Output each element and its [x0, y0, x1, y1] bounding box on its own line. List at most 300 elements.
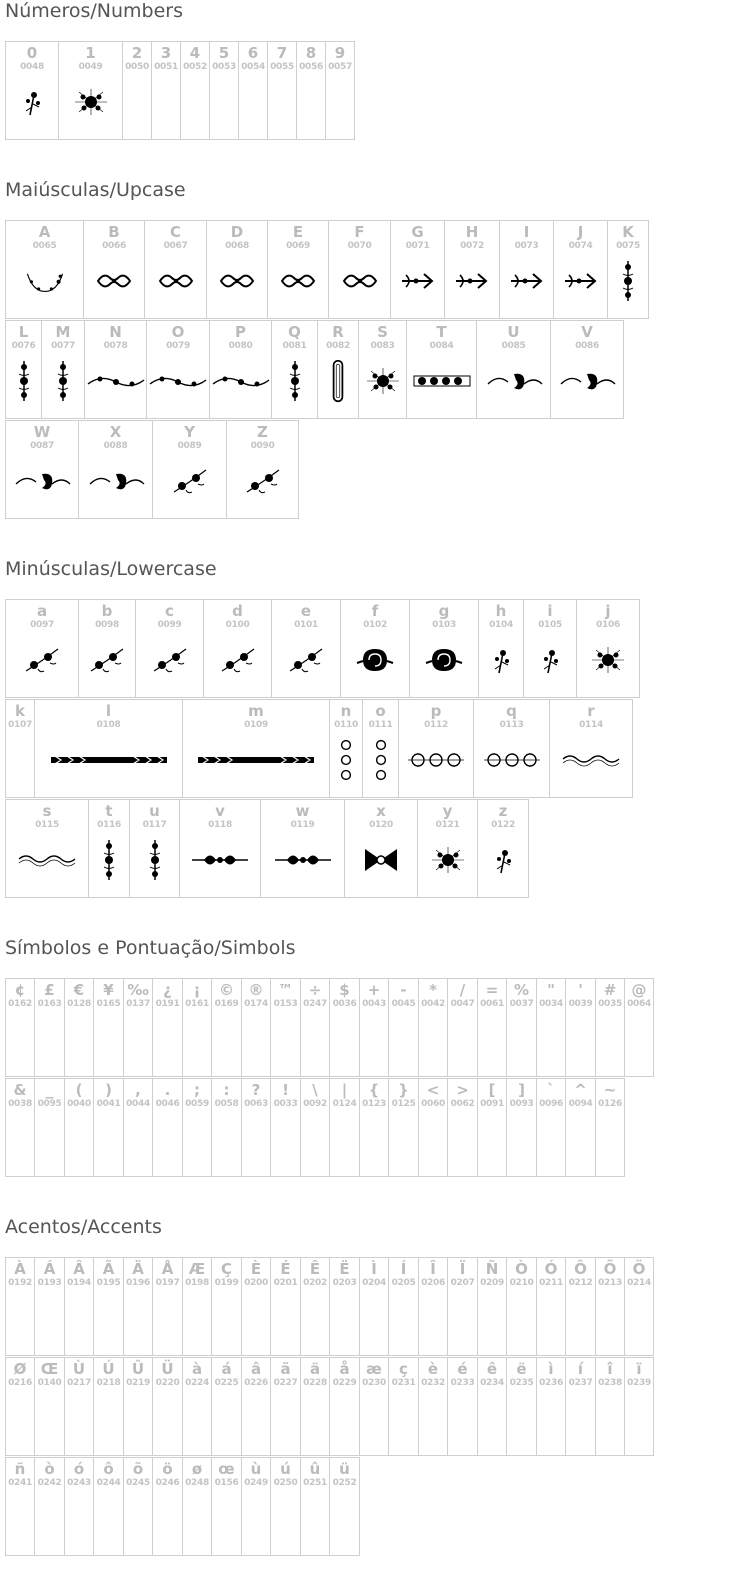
glyph-cell — [123, 978, 153, 1077]
character-code: 0207 — [450, 1278, 475, 1288]
character-label: 1 — [85, 44, 96, 62]
character-label: ì — [548, 1360, 554, 1378]
character-label: . — [164, 1081, 171, 1099]
character-code: 0069 — [286, 241, 310, 251]
glyph-cell — [359, 1078, 389, 1177]
character-code: 0109 — [244, 720, 268, 730]
character-label: n — [340, 702, 352, 720]
section-title: Números/Numbers — [5, 0, 183, 22]
glyph-cell — [58, 41, 123, 140]
glyph-cell — [211, 978, 242, 1077]
character-code: 0251 — [303, 1478, 327, 1488]
section-4 — [5, 1216, 725, 1556]
character-code: 0214 — [627, 1278, 651, 1288]
glyph-cell — [93, 1078, 124, 1177]
character-label: z — [498, 802, 508, 820]
character-code: 0212 — [568, 1278, 593, 1288]
character-code: 0209 — [480, 1278, 504, 1288]
character-code: 0091 — [480, 1099, 504, 1109]
glyph-cell — [447, 1357, 478, 1456]
character-label: é — [457, 1360, 468, 1378]
character-label: ã — [280, 1360, 291, 1378]
glyph-cell — [477, 978, 507, 1077]
character-label: Ê — [309, 1260, 321, 1278]
glyph-cell — [499, 220, 554, 319]
character-label: u — [149, 802, 160, 820]
character-code: 0234 — [480, 1378, 504, 1388]
glyph-cell — [267, 41, 297, 140]
section-title: Maiúsculas/Upcase — [5, 179, 186, 201]
character-code: 0048 — [20, 62, 44, 72]
character-label: r — [587, 702, 595, 720]
glyph-cell — [549, 699, 633, 798]
glyph-cell — [64, 1257, 94, 1356]
character-label: ô — [103, 1460, 114, 1478]
character-label: o — [375, 702, 386, 720]
glyph-cell — [565, 978, 596, 1077]
glyph-cell — [206, 220, 268, 319]
flower-sprig-icon — [530, 645, 570, 675]
glyph-cell — [359, 978, 389, 1077]
flower-sprig-icon — [483, 845, 523, 875]
vertical-ornament-icon — [288, 359, 302, 403]
character-label: M — [55, 323, 71, 341]
character-label: ø — [191, 1460, 203, 1478]
character-code: 0126 — [598, 1099, 622, 1109]
glyph-cell — [362, 699, 399, 798]
character-code: 0161 — [185, 999, 209, 1009]
glyph-cell — [34, 1257, 65, 1356]
character-label: + — [367, 981, 381, 999]
arrow-ornament-icon — [452, 266, 492, 296]
character-code: 0153 — [273, 999, 298, 1009]
glyph-row — [5, 599, 725, 698]
vertical-ornament-icon — [17, 359, 31, 403]
character-code: 0054 — [241, 62, 265, 72]
glyph-row — [5, 978, 725, 1077]
glyph-cell — [241, 1257, 271, 1356]
character-label: Ä — [132, 1260, 144, 1278]
character-code: 0202 — [303, 1278, 327, 1288]
character-code: 0103 — [432, 620, 456, 630]
character-label: R — [332, 323, 344, 341]
character-label: Õ — [603, 1260, 617, 1278]
character-label: ¡ — [193, 981, 201, 999]
character-label: ® — [248, 981, 264, 999]
character-code: 0102 — [363, 620, 387, 630]
character-code: 0067 — [163, 241, 188, 251]
character-code: 0092 — [303, 1099, 327, 1109]
glyph-cell — [5, 699, 35, 798]
glyph-cell — [358, 320, 407, 419]
glyph-cell — [144, 220, 207, 319]
glyph-row — [5, 799, 725, 898]
section-title: Acentos/Accents — [5, 1216, 162, 1238]
glyph-cell — [329, 1257, 360, 1356]
glyph-cell — [271, 599, 341, 698]
character-label: Á — [43, 1260, 56, 1278]
character-label: d — [232, 602, 243, 620]
character-label: ; — [194, 1081, 200, 1099]
swirl-corner-icon — [557, 370, 617, 392]
character-label: j — [605, 602, 611, 620]
character-code: 0235 — [509, 1378, 534, 1388]
character-label: í — [577, 1360, 584, 1378]
character-code: 0162 — [8, 999, 32, 1009]
character-label: ) — [105, 1081, 112, 1099]
character-label: ü — [339, 1460, 350, 1478]
glyph-grid — [5, 978, 725, 1177]
character-label: Y — [184, 423, 195, 441]
character-code: 0205 — [391, 1278, 416, 1288]
character-label: ö — [162, 1460, 173, 1478]
character-code: 0051 — [154, 62, 178, 72]
character-code: 0125 — [391, 1099, 416, 1109]
glyph-cell — [182, 1257, 212, 1356]
flower-cluster-icon — [428, 845, 468, 875]
glyph-cell — [211, 1078, 242, 1177]
character-code: 0244 — [96, 1478, 121, 1488]
vertical-ornament-icon — [56, 359, 70, 403]
character-label: C — [169, 223, 181, 241]
glyph-cell — [122, 41, 152, 140]
character-code: 0056 — [299, 62, 323, 72]
glyph-cell — [182, 978, 212, 1077]
glyph-cell — [476, 320, 551, 419]
arrow-ornament-icon — [507, 266, 547, 296]
character-label: T — [436, 323, 447, 341]
border-band-icon — [49, 752, 169, 768]
character-code: 0230 — [362, 1378, 386, 1388]
character-code: 0078 — [103, 341, 128, 351]
glyph-cell — [329, 1457, 360, 1556]
glyph-grid — [5, 599, 725, 898]
character-code: 0097 — [30, 620, 54, 630]
character-code: 0039 — [568, 999, 593, 1009]
character-label: N — [109, 323, 122, 341]
glyph-cell — [300, 978, 330, 1077]
character-code: 0206 — [421, 1278, 445, 1288]
glyph-cell — [64, 1457, 94, 1556]
glyph-grid — [5, 1257, 725, 1556]
character-label: À — [14, 1260, 26, 1278]
character-label: a — [36, 602, 48, 620]
character-code: 0060 — [421, 1099, 445, 1109]
glyph-cell — [506, 978, 537, 1077]
character-code: 0113 — [499, 720, 524, 730]
character-code: 0232 — [421, 1378, 445, 1388]
character-label: ç — [399, 1360, 408, 1378]
character-code: 0238 — [598, 1378, 622, 1388]
character-code: 0106 — [596, 620, 620, 630]
character-code: 0037 — [509, 999, 534, 1009]
wave-band-icon — [17, 849, 77, 871]
character-label: ê — [486, 1360, 498, 1378]
glyph-cell — [536, 978, 566, 1077]
character-code: 0043 — [362, 999, 386, 1009]
character-label: æ — [366, 1360, 382, 1378]
character-code: 0105 — [538, 620, 562, 630]
border-band-icon — [196, 752, 316, 768]
character-label: Ò — [515, 1260, 528, 1278]
glyph-cell — [388, 1257, 419, 1356]
character-code: 0042 — [421, 999, 445, 1009]
glyph-cell — [595, 1078, 625, 1177]
scroll-ornament-icon — [156, 266, 196, 296]
character-label: ] — [518, 1081, 525, 1099]
glyph-cell — [477, 799, 529, 898]
character-code: 0096 — [539, 1099, 563, 1109]
rose-branch-icon — [22, 645, 62, 675]
glyph-cell — [151, 41, 181, 140]
vertical-ornament-icon — [102, 838, 116, 882]
glyph-cell — [506, 1257, 537, 1356]
character-label: v — [215, 802, 225, 820]
glyph-cell — [5, 420, 79, 519]
character-label: 6 — [247, 44, 259, 62]
glyph-cell — [123, 1457, 153, 1556]
character-code: 0121 — [435, 820, 460, 830]
character-code: 0165 — [96, 999, 121, 1009]
character-code: 0195 — [96, 1278, 121, 1288]
character-label: Ï — [459, 1260, 466, 1278]
character-label: [ — [488, 1081, 496, 1099]
character-label: H — [465, 223, 479, 241]
character-label: > — [456, 1081, 469, 1099]
character-code: 0119 — [290, 820, 315, 830]
character-label: à — [191, 1360, 203, 1378]
character-label: ™ — [278, 981, 293, 999]
character-label: % — [513, 981, 530, 999]
vine-ornament-icon — [211, 370, 271, 392]
character-label: £ — [44, 981, 55, 999]
character-label: A — [38, 223, 51, 241]
leaf-band-icon — [190, 849, 250, 871]
character-label: ¢ — [14, 981, 26, 999]
character-code: 0081 — [282, 341, 307, 351]
character-code: 0083 — [370, 341, 395, 351]
glyph-cell — [226, 420, 299, 519]
character-label: L — [18, 323, 29, 341]
glyph-cell — [478, 599, 524, 698]
glyph-cell — [5, 599, 79, 698]
glyph-cell — [123, 1257, 153, 1356]
glyph-grid — [5, 220, 725, 519]
character-label: t — [105, 802, 113, 820]
glyph-row — [5, 320, 725, 419]
character-label: g — [438, 602, 450, 620]
character-code: 0193 — [37, 1278, 62, 1288]
character-label: f — [371, 602, 379, 620]
character-code: 0065 — [32, 241, 57, 251]
section-1 — [5, 179, 725, 519]
flower-cluster-icon — [588, 645, 628, 675]
character-code: 0071 — [405, 241, 430, 251]
character-code: 0233 — [450, 1378, 475, 1388]
glyph-cell — [398, 699, 474, 798]
character-label: É — [280, 1260, 291, 1278]
vine-ornament-icon — [148, 370, 208, 392]
glyph-cell — [329, 699, 363, 798]
character-code: 0220 — [155, 1378, 180, 1388]
glyph-row — [5, 1457, 725, 1556]
glyph-cell — [328, 220, 391, 319]
glyph-cell — [34, 1457, 65, 1556]
glyph-cell — [506, 1357, 537, 1456]
arrow-ornament-icon — [398, 266, 438, 296]
glyph-cell — [209, 41, 239, 140]
glyph-cell — [241, 1457, 271, 1556]
character-label: Ö — [632, 1260, 646, 1278]
character-code: 0099 — [157, 620, 182, 630]
glyph-cell — [211, 1457, 242, 1556]
rose-branch-icon — [243, 466, 283, 496]
leaf-band-icon — [273, 849, 333, 871]
glyph-cell — [418, 1078, 448, 1177]
glyph-cell — [129, 799, 180, 898]
glyph-cell — [34, 978, 65, 1077]
glyph-cell — [340, 599, 410, 698]
character-code: 0199 — [214, 1278, 239, 1288]
character-code: 0137 — [126, 999, 150, 1009]
glyph-row — [5, 699, 725, 798]
character-label: œ — [218, 1460, 235, 1478]
character-label: G — [411, 223, 424, 241]
character-label: Æ — [188, 1260, 206, 1278]
character-code: 0201 — [273, 1278, 298, 1288]
character-label: b — [101, 602, 113, 620]
character-code: 0156 — [214, 1478, 239, 1488]
character-code: 0041 — [96, 1099, 121, 1109]
glyph-cell — [241, 1357, 271, 1456]
character-label: { — [368, 1081, 380, 1099]
glyph-cell — [64, 1078, 94, 1177]
character-code: 0203 — [332, 1278, 357, 1288]
character-code: 0073 — [514, 241, 539, 251]
character-label: c — [165, 602, 174, 620]
character-code: 0062 — [450, 1099, 475, 1109]
character-label: _ — [45, 1081, 54, 1099]
character-label: , — [135, 1081, 141, 1099]
character-code: 0224 — [185, 1378, 209, 1388]
loop-band-icon — [406, 749, 466, 771]
glyph-cell — [565, 1078, 596, 1177]
character-label: © — [219, 981, 234, 999]
character-code: 0174 — [244, 999, 268, 1009]
character-label: q — [506, 702, 517, 720]
rose-branch-icon — [170, 466, 210, 496]
glyph-cell — [241, 978, 271, 1077]
glyph-cell — [406, 320, 477, 419]
character-label: ë — [516, 1360, 527, 1378]
character-label: á — [221, 1360, 232, 1378]
character-label: Œ — [40, 1360, 59, 1378]
character-code: 0196 — [126, 1278, 150, 1288]
glyph-cell — [5, 320, 42, 419]
character-label: X — [109, 423, 122, 441]
glyph-cell — [93, 978, 124, 1077]
glyph-cell — [409, 599, 479, 698]
character-label: ! — [282, 1081, 289, 1099]
character-label: # — [603, 981, 617, 999]
character-label: Â — [73, 1260, 85, 1278]
character-code: 0191 — [155, 999, 180, 1009]
character-code: 0211 — [539, 1278, 563, 1288]
glyph-cell — [179, 799, 261, 898]
character-label: \ — [312, 1081, 318, 1099]
glyph-cell — [595, 978, 625, 1077]
character-code: 0140 — [37, 1378, 62, 1388]
glyph-row — [5, 1257, 725, 1356]
character-label: - — [400, 981, 407, 999]
glyph-cell — [418, 1357, 448, 1456]
character-code: 0036 — [332, 999, 357, 1009]
character-code: 0098 — [95, 620, 119, 630]
character-code: 0250 — [273, 1478, 298, 1488]
glyph-row — [5, 420, 725, 519]
character-code: 0038 — [8, 1099, 32, 1109]
character-code: 0115 — [35, 820, 59, 830]
character-label: m — [248, 702, 264, 720]
character-code: 0034 — [539, 999, 563, 1009]
character-label: Ã — [102, 1260, 115, 1278]
character-code: 0052 — [183, 62, 207, 72]
glyph-cell — [88, 799, 130, 898]
section-3 — [5, 937, 725, 1177]
character-label: 8 — [305, 44, 317, 62]
character-label: € — [73, 981, 85, 999]
character-label: : — [223, 1081, 230, 1099]
character-label: ^ — [574, 1081, 587, 1099]
character-code: 0035 — [598, 999, 622, 1009]
character-code: 0063 — [244, 1099, 268, 1109]
glyph-cell — [329, 1078, 360, 1177]
character-label: D — [230, 223, 244, 241]
character-code: 0227 — [273, 1378, 298, 1388]
character-code: 0128 — [67, 999, 91, 1009]
glyph-cell — [550, 320, 624, 419]
character-label: 4 — [189, 44, 201, 62]
character-label: w — [295, 802, 310, 820]
character-code: 0246 — [155, 1478, 180, 1488]
character-label: | — [341, 1081, 348, 1099]
glyph-cell — [211, 1257, 242, 1356]
glyph-cell — [473, 699, 550, 798]
glyph-cell — [595, 1357, 625, 1456]
character-code: 0045 — [391, 999, 416, 1009]
glyph-cell — [344, 799, 418, 898]
character-code: 0077 — [51, 341, 75, 351]
character-label: ò — [44, 1460, 55, 1478]
glyph-cell — [447, 978, 478, 1077]
character-label: x — [376, 802, 386, 820]
wave-band-icon — [561, 749, 621, 771]
character-code: 0061 — [480, 999, 504, 1009]
character-label: J — [577, 223, 584, 241]
character-code: 0087 — [30, 441, 54, 451]
character-code: 0076 — [11, 341, 36, 351]
character-code: 0163 — [37, 999, 62, 1009]
glyph-cell — [418, 978, 448, 1077]
glyph-cell — [359, 1257, 389, 1356]
character-code: 0213 — [598, 1278, 622, 1288]
glyph-cell — [270, 1078, 301, 1177]
glyph-cell — [182, 1357, 212, 1456]
character-label: / — [459, 981, 466, 999]
glyph-cell — [203, 599, 272, 698]
character-label: 5 — [218, 44, 230, 62]
character-label: å — [339, 1360, 350, 1378]
